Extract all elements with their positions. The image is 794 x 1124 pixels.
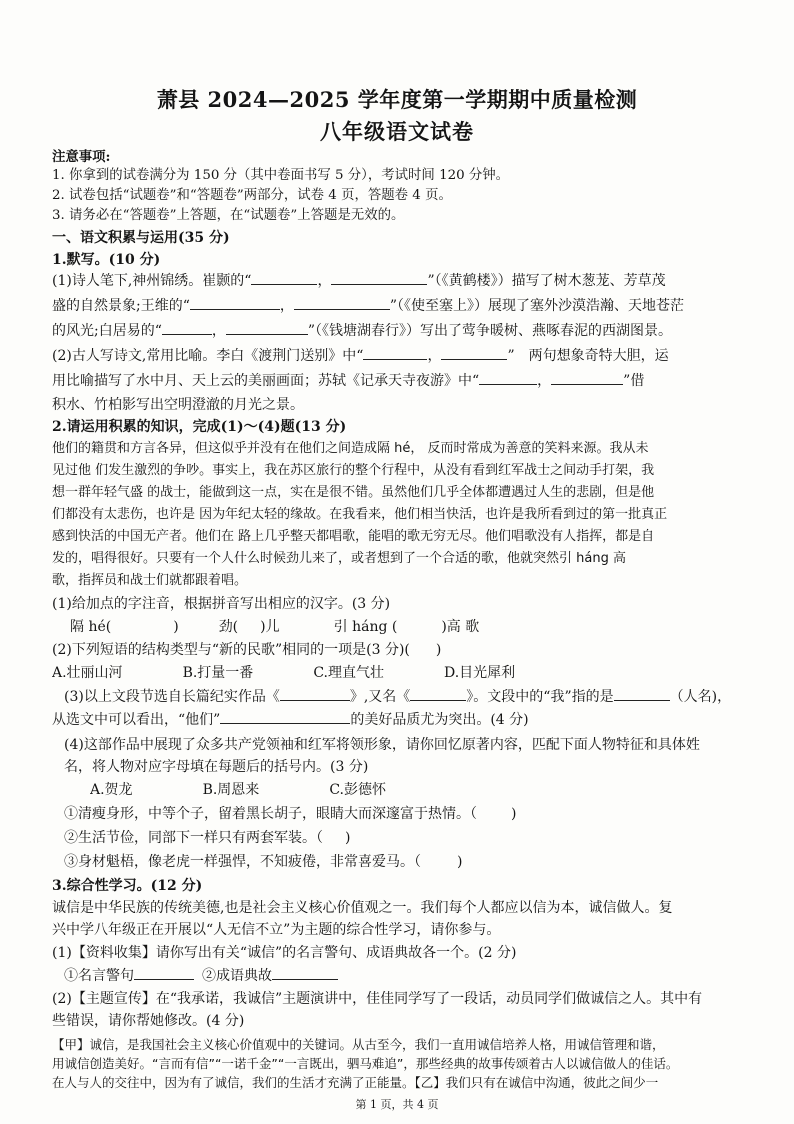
note-item: 3. 请务必在“答题卷”上答题，在“试题卷”上答题是无效的。 xyxy=(52,208,405,223)
question-3-heading: 3.综合性学习。(12 分) xyxy=(52,878,203,894)
passage-line: 想一群年轻气盛 的战士，能做到这一点，实在是很不错。虽然他们几乎全体都遭遇过人生的悲剧，但是他 xyxy=(52,485,655,500)
q2-part4-cont: 名，将人物对应字母填在每题后的括号内。(3 分) xyxy=(64,759,369,775)
q2-part4-item: ③身材魁梧，像老虎一样强悍，不知疲倦，非常喜爱马。（ ) xyxy=(64,854,463,870)
exam-title: 萧县 2024—2025 学年度第一学期期中质量检测 xyxy=(156,87,638,112)
q2-part3-cont: 从选文中可以看出，“他们” 的美好品质尤为突出。(4 分) xyxy=(52,712,529,728)
page-footer: 第 1 页，共 4 页 xyxy=(355,1098,439,1111)
q3-part2: (2)【主题宣传】在“我承诺，我诚信”主题演讲中，佳佳同学写了一段话，动员同学们做诚信之人。其中有 xyxy=(52,991,703,1007)
q2-part1-items: 隔 hé( ) 劲( )儿 引 háng ( )高 歌 xyxy=(70,619,480,635)
q3-part2-cont: 些错误，请你帮她修改。(4 分) xyxy=(52,1013,245,1029)
passage-line: 发的，唱得很好。只要有一个人什么时候劲儿来了，或者想到了一个合适的歌，他就突然引 háng 高 xyxy=(52,551,626,566)
q3-part1-blanks: ①名言警句 ②成语典故 xyxy=(64,967,762,985)
q3-intro: 诚信是中华民族的传统美德,也是社会主义核心价值观之一。我们每个人都应以信为本，诚信做人。复 xyxy=(52,900,673,916)
q1-line: 积水、竹柏影写出空明澄澈的月光之景。 xyxy=(52,397,304,413)
q1-line: (2)古人写诗文,常用比喻。李白《渡荆门送别》中“ ， ” 两句想象奇特大胆，运 xyxy=(52,348,669,364)
speech-line: 用诚信创造美好。“言而有信”“一诺千金”“一言既出，驷马难追”，那些经典的故事传颂着古人以诚信做人的佳话。 xyxy=(52,1056,679,1071)
q1-line: 用比喻描写了水中月、天上云的美丽画面；苏轼《记承天寺夜游》中“ ， ”借 xyxy=(52,373,645,389)
note-item: 2. 试卷包括“试题卷”和“答题卷”两部分，试卷 4 页，答题卷 4 页。 xyxy=(52,188,452,203)
question-1-heading: 1.默写。(10 分) xyxy=(52,252,161,268)
q3-intro: 兴中学八年级正在开展以“人无信不立”为主题的综合性学习，请你参与。 xyxy=(52,922,501,938)
speech-line: 【甲】诚信，是我国社会主义核心价值观中的关键词。从古至今，我们一直用诚信培养人格，用诚信管理和谐， xyxy=(52,1037,665,1052)
q2-part4-item: ②生活节俭，同部下一样只有两套军装。（ ) xyxy=(64,830,351,846)
passage-line: 见过他 们发生激烈的争吵。事实上，我在苏区旅行的整个行程中，从没有看到红军战士之间动手打架，我 xyxy=(52,463,655,478)
q2-part2-options: A.壮丽山河 B.打量一番 C.理直气壮 D.目光犀利 xyxy=(52,665,516,681)
q1-line: 的风光;白居易的“ ， ”（《钱塘湖春行》）写出了莺争暖树、燕啄春泥的西湖图景。 xyxy=(52,323,673,339)
q2-part4-item: ①清瘦身形，中等个子，留着黑长胡子，眼睛大而深邃富于热情。（ ) xyxy=(64,806,517,822)
q2-part3: (3)以上文段节选自长篇纪实作品《 》,又名《 》。文段中的“我”指的是 （人名)， xyxy=(64,689,732,705)
passage-line: 歌，指挥员和战士们就都跟着唱。 xyxy=(52,573,248,588)
q3-part1: (1)【资料收集】请你写出有关“诚信”的名言警句、成语典故各一个。(2 分) xyxy=(52,945,517,961)
q1-line: 盛的自然景象;王维的“ ， ”（《使至塞上》）展现了塞外沙漠浩瀚、天地苍茫 xyxy=(52,298,685,314)
passage-line: 感到快活的中国无产者。他们在 路上几乎整天都唱歌，能唱的歌无穷无尽。他们唱歌没有人指挥，都是自 xyxy=(52,529,655,544)
notes-heading: 注意事项: xyxy=(52,149,111,165)
speech-line: 在人与人的交往中，因为有了诚信，我们的生活才充满了正能量。【乙】我们只有在诚信中沟通，彼此之间少一 xyxy=(52,1075,659,1090)
q2-part1: (1)给加点的字注音，根据拼音写出相应的汉字。(3 分) xyxy=(52,596,391,612)
question-2-heading: 2.请运用积累的知识，完成(1)～(4)题(13 分) xyxy=(52,419,347,435)
q2-part4-options: A.贺龙 B.周恩来 C.彭德怀 xyxy=(90,782,386,798)
passage-line: 他们的籍贯和方言各异，但这似乎并没有在他们之间造成隔 hé， 反而时常成为善意的笑料来源。我从未 xyxy=(52,441,649,456)
q2-part2: (2)下列短语的结构类型与“新的民歌”相同的一项是(3 分)( ) xyxy=(52,642,442,658)
exam-subtitle: 八年级语文试卷 xyxy=(320,119,474,144)
section-heading: 一、语文积累与运用(35 分) xyxy=(52,230,230,246)
q1-line: (1)诗人笔下,神州锦绣。崔颢的“ ， ”（《黄鹤楼》）描写了树木葱茏、芳草茂 xyxy=(52,273,666,289)
passage-line: 们都没有太悲伤，也许是 因为年纪太轻的缘故。在我看来，他们相当快活，也许是我所看到过的第一批真正 xyxy=(52,507,668,522)
note-item: 1. 你拿到的试卷满分为 150 分（其中卷面书写 5 分），考试时间 120 分钟。 xyxy=(52,168,510,183)
q2-part4: (4)这部作品中展现了众多共产党领袖和红军将领形象，请你回忆原著内容，匹配下面人物特征和具体姓 xyxy=(64,737,700,753)
